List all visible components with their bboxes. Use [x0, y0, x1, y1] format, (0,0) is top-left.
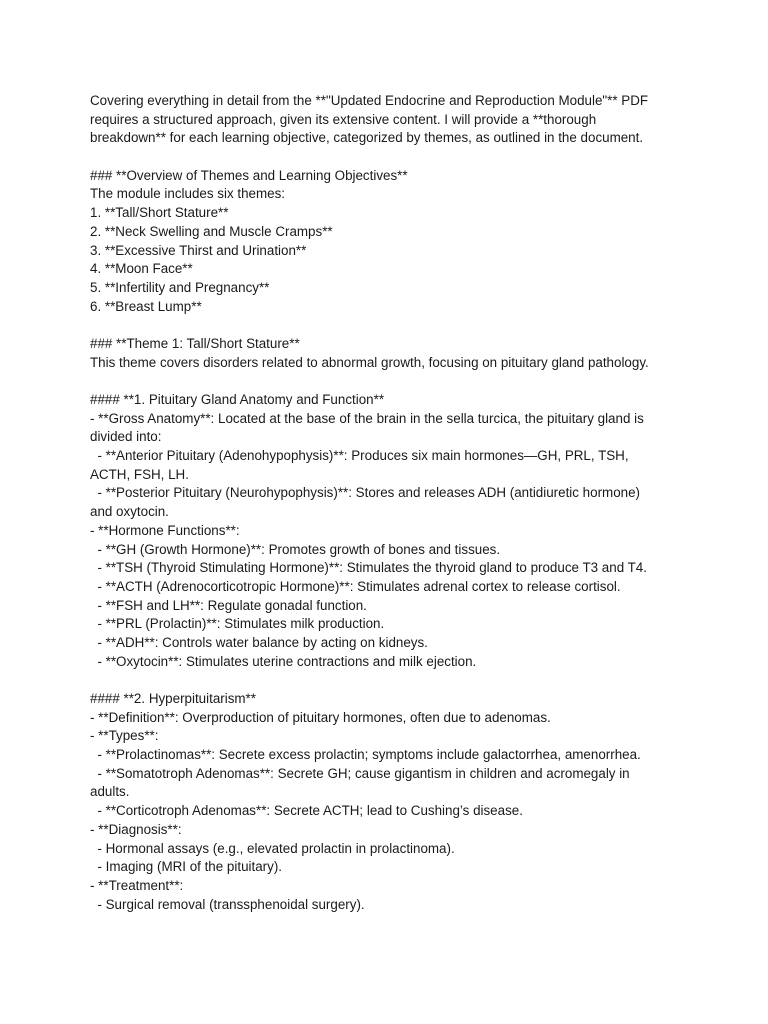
list-item: - **GH (Growth Hormone)**: Promotes growth of bones and tissues.	[90, 541, 501, 557]
list-item: - **Gross Anatomy**: Located at the base of the brain in the sella turcica, the pituitary gland is	[90, 410, 644, 426]
list-item: 4. **Moon Face**	[90, 261, 193, 277]
intro-paragraph	[90, 92, 678, 148]
list-item: - **Diagnosis**:	[90, 821, 182, 837]
theme1-section	[90, 335, 678, 372]
list-item: - **Treatment**:	[90, 877, 184, 893]
text-line: requires a structured approach, given its extensive content. I will provide a **thorough	[90, 111, 597, 127]
list-item: - **Corticotroph Adenomas**: Secrete ACTH; lead to Cushing’s disease.	[90, 803, 523, 819]
list-item: 2. **Neck Swelling and Muscle Cramps**	[90, 223, 333, 239]
paragraph-gap	[90, 148, 678, 167]
text-line: This theme covers disorders related to abnormal growth, focusing on pituitary gland pathology.	[90, 354, 649, 370]
list-item: - Hormonal assays (e.g., elevated prolactin in prolactinoma).	[90, 840, 455, 856]
list-item: - **TSH (Thyroid Stimulating Hormone)**: Stimulates the thyroid gland to produce T3 and T4.	[90, 560, 647, 576]
list-item: - Surgical removal (transsphenoidal surgery).	[90, 896, 365, 912]
list-item: - **ADH**: Controls water balance by acting on kidneys.	[90, 634, 428, 650]
text-line: The module includes six themes:	[90, 186, 286, 202]
pituitary-anatomy-section	[90, 391, 678, 671]
list-item: - **ACTH (Adrenocorticotropic Hormone)**: Stimulates adrenal cortex to release cortisol.	[90, 578, 621, 594]
text-line: divided into:	[90, 429, 162, 445]
list-item: 1. **Tall/Short Stature**	[90, 205, 229, 221]
text-line: breakdown** for each learning objective, categorized by themes, as outlined in the document.	[90, 130, 644, 146]
list-item: - **Posterior Pituitary (Neurohypophysis)**: Stores and releases ADH (antidiuretic hormone)	[90, 485, 640, 501]
list-item: - **PRL (Prolactin)**: Stimulates milk production.	[90, 616, 385, 632]
list-item: - **Definition**: Overproduction of pituitary hormones, often due to adenomas.	[90, 709, 551, 725]
paragraph-gap	[90, 671, 678, 690]
list-item: - Imaging (MRI of the pituitary).	[90, 859, 282, 875]
list-item: 5. **Infertility and Pregnancy**	[90, 279, 270, 295]
text-line: and oxytocin.	[90, 504, 169, 520]
subsection-heading: #### **1. Pituitary Gland Anatomy and Function**	[90, 392, 385, 407]
list-item: - **Prolactinomas**: Secrete excess prolactin; symptoms include galactorrhea, amenorrhea.	[90, 747, 641, 763]
list-item: - **Anterior Pituitary (Adenohypophysis)**: Produces six main hormones—GH, PRL, TSH,	[90, 448, 629, 464]
paragraph-gap	[90, 316, 678, 335]
paragraph-gap	[90, 372, 678, 391]
overview-section	[90, 167, 678, 317]
list-item: 3. **Excessive Thirst and Urination**	[90, 242, 307, 258]
list-item: - **FSH and LH**: Regulate gonadal function.	[90, 597, 367, 613]
document-body	[90, 92, 678, 914]
list-item: - **Oxytocin**: Stimulates uterine contractions and milk ejection.	[90, 653, 477, 669]
list-item: - **Types**:	[90, 728, 159, 744]
list-item: - **Somatotroph Adenomas**: Secrete GH; cause gigantism in children and acromegaly in	[90, 765, 630, 781]
list-item: 6. **Breast Lump**	[90, 298, 202, 314]
hyperpituitarism-section	[90, 690, 678, 914]
section-heading: ### **Theme 1: Tall/Short Stature**	[90, 335, 300, 351]
section-heading: ### **Overview of Themes and Learning Objectives**	[90, 167, 408, 183]
list-item: - **Hormone Functions**:	[90, 522, 240, 538]
subsection-heading: #### **2. Hyperpituitarism**	[90, 691, 256, 706]
text-line: adults.	[90, 784, 130, 800]
text-line: Covering everything in detail from the **"Updated Endocrine and Reproduction Module"** PDF	[90, 93, 649, 108]
text-line: ACTH, FSH, LH.	[90, 466, 189, 482]
